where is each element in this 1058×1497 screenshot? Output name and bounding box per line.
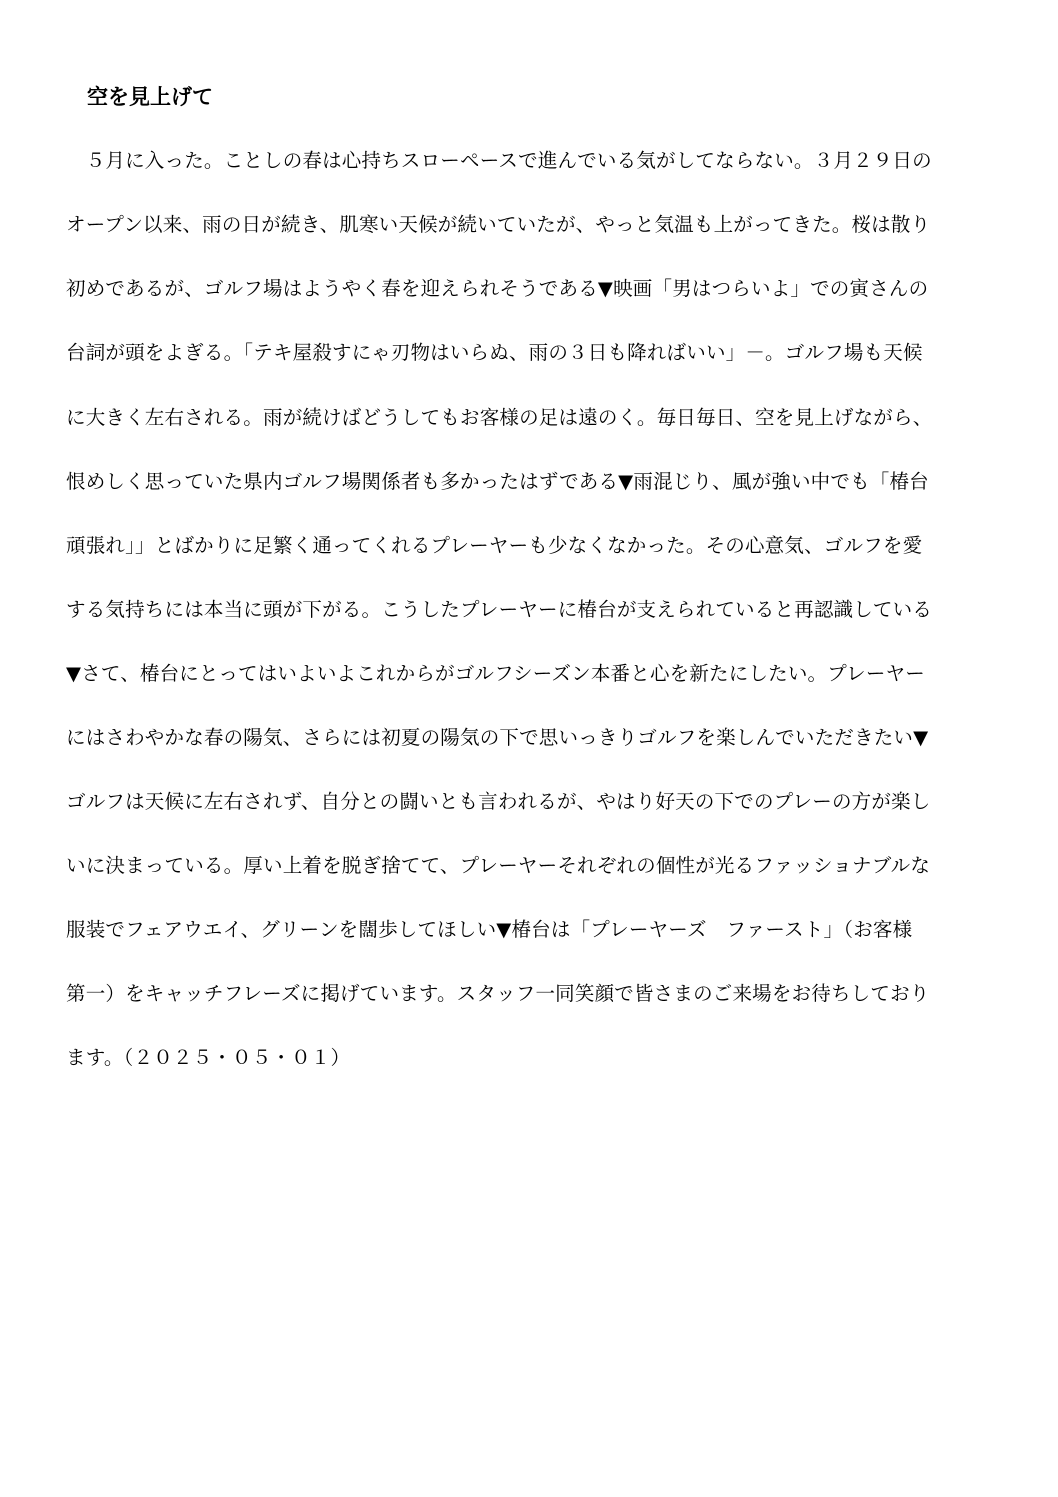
page-title: 空を見上げて [87,85,213,109]
article-line-12: いに決まっている。厚い上着を脱ぎ捨てて、プレーヤーそれぞれの個性が光るファッショナブルな [66,854,931,877]
article-line-13: 服装でフェアウエイ、グリーンを闊歩してほしい▼椿台は「プレーヤーズ ファースト」（お客様 [66,918,913,941]
article-line-9: ▼さて、椿台にとってはいよいよこれからがゴルフシーズン本番と心を新たにしたい。プレーヤー [66,662,925,685]
article-line-8: する気持ちには本当に頭が下がる。こうしたプレーヤーに椿台が支えられていると再認識している [66,598,933,621]
article-line-2: オープン以来、雨の日が続き、肌寒い天候が続いていたが、やっと気温も上がってきた。桜は散り [66,213,931,236]
article-line-3: 初めであるが、ゴルフ場はようやく春を迎えられそうである▼映画「男はつらいよ」での寅さんの [66,277,929,300]
article-line-10: にはさわやかな春の陽気、さらには初夏の陽気の下で思いっきりゴルフを楽しんでいただきたい▼ [66,726,929,749]
article-line-7: 頑張れ」」とばかりに足繁く通ってくれるプレーヤーも少なくなかった。その心意気、ゴルフを愛 [66,534,923,557]
article-line-5: に大きく左右される。雨が続けばどうしてもお客様の足は遠のく。毎日毎日、空を見上げながら、 [66,406,933,429]
article-line-1: ５月に入った。ことしの春は心持ちスローペースで進んでいる気がしてならない。３月２９日の [66,149,932,172]
article-line-14: 第一）をキャッチフレーズに掲げています。スタッフ一同笑顔で皆さまのご来場をお待ちしており [66,982,930,1005]
article-line-11: ゴルフは天候に左右されず、自分との闘いとも言われるが、やはり好天の下でのプレーの方が楽し [66,790,931,813]
article-line-15: ます。（２０２５・０５・０１） [66,1046,351,1069]
article-line-6: 恨めしく思っていた県内ゴルフ場関係者も多かったはずである▼雨混じり、風が強い中でも「椿台 [66,470,929,493]
article-line-4: 台詞が頭をよぎる。「テキ屋殺すにゃ刃物はいらぬ、雨の３日も降ればいい」－。ゴルフ場も天候 [66,341,923,364]
